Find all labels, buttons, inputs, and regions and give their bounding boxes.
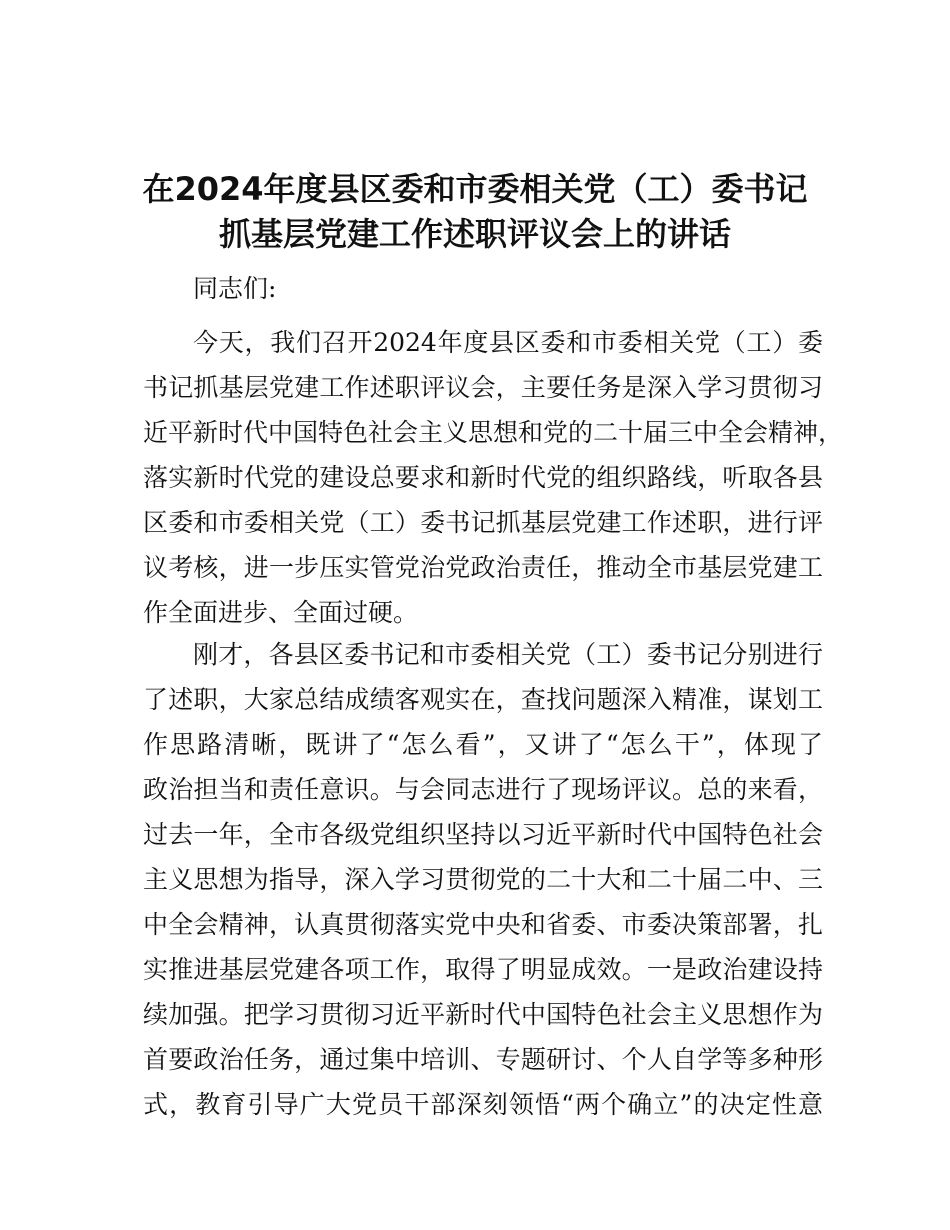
- paragraph-line: 作全面进步、全面过硬。: [143, 598, 419, 627]
- document-title-line-1: 在2024年度县区委和市委相关党（工）委书记: [142, 170, 808, 208]
- document-title-line-2: 抓基层党建工作述职评议会上的讲话: [218, 215, 731, 253]
- paragraph-1: [143, 320, 844, 635]
- paragraph-line: 落实新时代党的建设总要求和新时代党的组织路线，听取各县: [143, 463, 823, 492]
- paragraph-line: 今天，我们召开2024年度县区委和市委相关党（工）委: [193, 328, 823, 357]
- paragraph-line: 过去一年，全市各级党组织坚持以习近平新时代中国特色社会: [143, 820, 823, 849]
- paragraph-line: 作思路清晰，既讲了“怎么看”，又讲了“怎么干”，体现了: [143, 730, 823, 759]
- paragraph-line: 首要政治任务，通过集中培训、专题研讨、个人自学等多种形: [143, 1045, 823, 1074]
- paragraph-line: 刚才，各县区委书记和市委相关党（工）委书记分别进行: [193, 640, 823, 669]
- paragraph-line: 区委和市委相关党（工）委书记抓基层党建工作述职，进行评: [143, 508, 823, 537]
- paragraph-line: 式，教育引导广大党员干部深刻领悟“两个确立”的决定性意: [143, 1090, 823, 1119]
- paragraph-line: 书记抓基层党建工作述职评议会，主要任务是深入学习贯彻习: [143, 373, 823, 402]
- paragraph-line: 实推进基层党建各项工作，取得了明显成效。一是政治建设持: [143, 955, 823, 984]
- paragraph-line: 续加强。把学习贯彻习近平新时代中国特色社会主义思想作为: [143, 1000, 823, 1029]
- paragraph-line: 议考核，进一步压实管党治党政治责任，推动全市基层党建工: [143, 553, 823, 582]
- paragraph-2: [143, 632, 823, 1127]
- paragraph-line: 了述职，大家总结成绩客观实在，查找问题深入精准，谋划工: [143, 685, 823, 714]
- greeting: 同志们:: [193, 274, 277, 303]
- paragraph-line: 政治担当和责任意识。与会同志进行了现场评议。总的来看，: [143, 775, 823, 804]
- paragraph-line: 近平新时代中国特色社会主义思想和党的二十届三中全会精神，: [143, 418, 844, 447]
- paragraph-line: 中全会精神，认真贯彻落实党中央和省委、市委决策部署，扎: [143, 910, 823, 939]
- paragraph-line: 主义思想为指导，深入学习贯彻党的二十大和二十届二中、三: [143, 865, 823, 894]
